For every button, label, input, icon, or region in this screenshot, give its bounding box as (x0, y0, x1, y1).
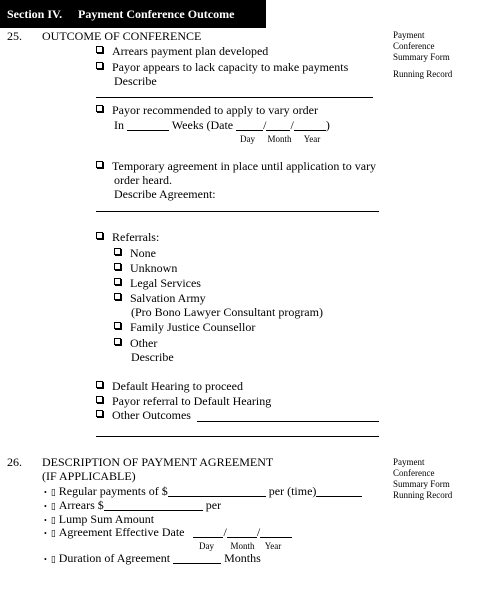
referral-unknown[interactable] (114, 261, 177, 275)
bullet: • (44, 529, 47, 538)
section-header (0, 0, 266, 28)
months-label: Months (224, 551, 261, 565)
sidebar-line: Running Record (393, 69, 453, 79)
referral-none[interactable] (114, 246, 156, 260)
option-label: Unknown (130, 261, 178, 275)
section-title: Payment Conference Outcome (78, 7, 235, 21)
referral-probono: (Pro Bono Lawyer Consultant program) (131, 305, 323, 319)
section-number: Section IV. (7, 7, 63, 21)
arrears-amount-field[interactable] (104, 499, 203, 511)
checkbox[interactable] (96, 396, 103, 403)
option-label: Payor referral to Default Hearing (112, 394, 272, 408)
option-lack-capacity[interactable] (96, 60, 348, 74)
date-slash: / (256, 525, 261, 539)
option-arrears-plan[interactable] (96, 44, 268, 58)
describe-agreement-label: Describe Agreement: (114, 187, 216, 201)
date-slash: / (290, 118, 294, 132)
checkbox[interactable] (114, 248, 121, 255)
option-label: Other Outcomes (112, 408, 191, 422)
weeks-label: Weeks (Date (171, 118, 234, 132)
date-year-field[interactable] (294, 119, 326, 131)
option-label: Other (130, 336, 158, 350)
in-weeks-row (114, 118, 330, 132)
duration-label: Duration of Agreement (58, 551, 171, 565)
date-label-day: Day (240, 134, 255, 144)
duration-field[interactable] (173, 552, 221, 564)
date-label-month: Month (230, 541, 255, 551)
per-time-label: per (time) (268, 484, 317, 498)
in-label: In (114, 118, 124, 132)
question-number: 26. (7, 455, 22, 469)
checkbox[interactable]: ▯ (50, 487, 56, 497)
checkbox[interactable] (96, 232, 103, 239)
referral-salvation[interactable] (114, 291, 206, 305)
checkbox[interactable]: ▯ (50, 501, 56, 511)
date-label-year: Year (303, 134, 321, 144)
date-label-day: Day (199, 541, 214, 551)
checkbox[interactable]: ▯ (50, 554, 56, 564)
option-payor-referral[interactable] (96, 394, 271, 408)
describe-agreement-line[interactable] (96, 211, 379, 212)
option-label: None (130, 246, 156, 260)
checkbox[interactable] (114, 278, 121, 285)
effective-year-field[interactable] (260, 526, 292, 538)
question-title: OUTCOME OF CONFERENCE (42, 29, 202, 43)
lump-sum-label: Lump Sum Amount (58, 512, 155, 526)
option-default-hearing[interactable] (96, 379, 243, 393)
referral-other-describe: Describe (131, 350, 174, 364)
weeks-field[interactable] (127, 119, 169, 131)
option-label: Arrears payment plan developed (112, 44, 269, 58)
regular-amount-field[interactable] (168, 485, 266, 497)
effective-date-label: Agreement Effective Date (58, 525, 185, 539)
bullet: • (44, 488, 47, 497)
other-outcomes-line-2[interactable] (96, 436, 379, 437)
temp-agreement-cont: order heard. (114, 173, 172, 187)
option-label: Family Justice Counsellor (130, 320, 256, 334)
bullet: • (44, 502, 47, 511)
regular-payments-label: Regular payments of $ (58, 484, 168, 498)
sidebar-line: Summary Form (393, 479, 450, 489)
option-label: Payor appears to lack capacity to make payments (112, 60, 349, 74)
date-label-month: Month (267, 134, 292, 144)
referral-other[interactable] (114, 336, 157, 350)
describe-line[interactable] (96, 97, 373, 98)
sidebar-line: Payment (393, 30, 425, 40)
checkbox[interactable] (114, 322, 121, 329)
sidebar-top (393, 30, 452, 80)
option-label: Payor recommended to apply to vary order (112, 103, 318, 117)
checkbox[interactable] (96, 161, 103, 168)
option-label: Legal Services (130, 276, 201, 290)
option-referrals[interactable] (96, 230, 159, 244)
sidebar-line: Payment (393, 457, 425, 467)
question-subtitle: (IF APPLICABLE) (42, 469, 136, 483)
checkbox[interactable] (96, 46, 103, 53)
sidebar-line: Running Record (393, 490, 453, 500)
describe-label: Describe (114, 74, 157, 88)
option-vary-order[interactable] (96, 103, 318, 117)
checkbox[interactable] (96, 381, 103, 388)
checkbox[interactable] (114, 263, 121, 270)
checkbox[interactable] (96, 62, 103, 69)
per-time-field[interactable] (316, 485, 362, 497)
option-label: Salvation Army (130, 291, 206, 305)
checkbox[interactable] (114, 338, 121, 345)
checkbox[interactable] (96, 410, 103, 417)
effective-month-field[interactable] (227, 526, 257, 538)
checkbox[interactable] (96, 105, 103, 112)
option-other-outcomes[interactable] (96, 408, 191, 422)
paren: ) (325, 118, 330, 132)
checkbox[interactable]: ▯ (50, 515, 56, 525)
bullet: • (44, 516, 47, 525)
per-label: per (205, 498, 222, 512)
option-temp-agreement[interactable] (96, 159, 376, 173)
duration-row (44, 551, 261, 567)
checkbox[interactable] (114, 293, 121, 300)
checkbox[interactable]: ▯ (50, 528, 56, 538)
date-label-year: Year (264, 541, 282, 551)
sidebar-line: Summary Form (393, 52, 450, 62)
date-day-field[interactable] (236, 119, 263, 131)
date-slash: / (263, 118, 267, 132)
option-label: Default Hearing to proceed (112, 379, 243, 393)
sidebar-line: Conference (393, 468, 435, 478)
date-slash: / (223, 525, 227, 539)
option-label: Referrals: (112, 230, 160, 244)
question-number: 25. (7, 29, 22, 43)
sidebar-line: Conference (393, 41, 435, 51)
referral-family[interactable] (114, 320, 255, 334)
other-outcomes-line[interactable] (197, 421, 379, 422)
bullet: • (44, 555, 47, 564)
option-label: Temporary agreement in place until application to vary (112, 159, 377, 173)
date-labels (240, 132, 320, 146)
date-month-field[interactable] (266, 119, 290, 131)
referral-legal[interactable] (114, 276, 201, 290)
arrears-label: Arrears $ (58, 498, 104, 512)
effective-day-field[interactable] (193, 526, 223, 538)
sidebar-bottom (393, 457, 452, 501)
question-title: DESCRIPTION OF PAYMENT AGREEMENT (42, 455, 274, 469)
